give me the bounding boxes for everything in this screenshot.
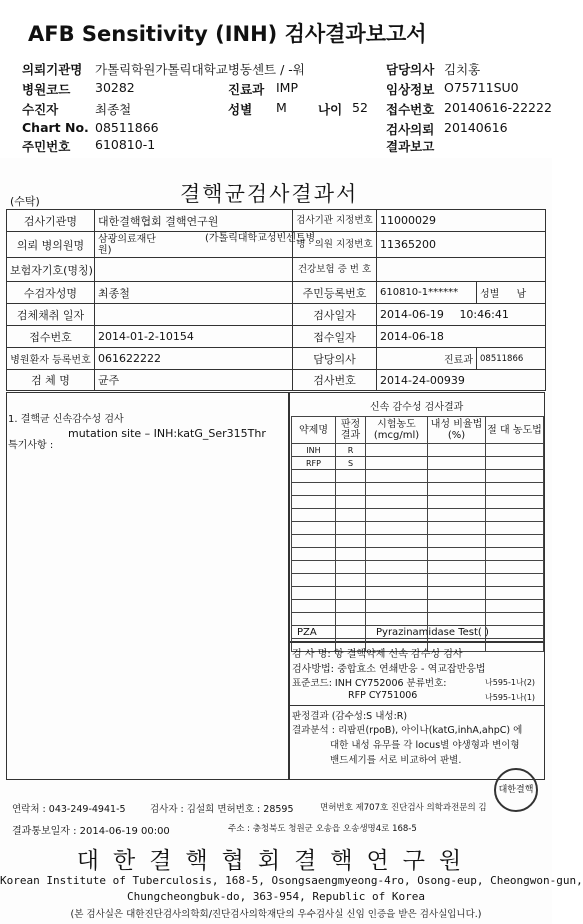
clinical-label: 임상정보: [386, 82, 435, 97]
institute-name-kr: 대한결핵협회결핵연구원: [76, 848, 476, 874]
request-date-value: 20140616: [444, 120, 508, 135]
req-hosp-cell: [95, 232, 316, 258]
pza-desc: Pyrazinamidase Test( ): [376, 627, 489, 638]
col-abs: 절 대 농도법: [486, 417, 544, 444]
receipt-no-value: 20140616-22222: [444, 100, 552, 115]
table-row: [292, 574, 544, 587]
drug-1: INH: [292, 444, 336, 457]
dept-doc-label: 진료과: [377, 348, 477, 370]
result-table: [291, 416, 544, 652]
receipt-date-value: 2014-06-18: [377, 326, 546, 348]
req-hosp-2: (가톨릭대학교성빈센트병: [205, 233, 316, 244]
table-row: [292, 496, 544, 509]
receipt-no-label: 접수번호: [386, 102, 435, 117]
receiver-label: 수진자: [22, 102, 59, 117]
patient-info-table: [6, 209, 546, 391]
source-tag: (수탁): [10, 195, 40, 208]
pza-label: PZA: [297, 627, 317, 638]
rrn-label: 주민번호: [22, 139, 71, 154]
table-row: [292, 470, 544, 483]
table-row: [292, 444, 544, 457]
phone: 연락처 : 043-249-4941-5: [12, 804, 126, 815]
special-label: 특기사항 :: [8, 440, 54, 451]
judge-1: R: [336, 444, 366, 457]
document-title: 결핵균검사결과서: [180, 182, 359, 206]
age-value: 52: [352, 100, 368, 115]
dept-doc-value: 08511866: [477, 348, 546, 370]
doctor-doc-label: 담당의사: [293, 348, 377, 370]
dept-value: IMP: [276, 80, 299, 95]
col-res: 내성 비율법(%): [428, 417, 486, 444]
table-row: [292, 561, 544, 574]
reg-label: 병원환자 등록번호: [7, 348, 95, 370]
hospital-code-label: 병원코드: [22, 82, 71, 97]
test-date-label: 검사일자: [293, 304, 377, 326]
result-report-label: 결과보고: [386, 139, 435, 154]
analysis-3: 밴드세기를 서로 비교하여 판별.: [330, 755, 462, 766]
test-no-value: 2014-24-00939: [377, 370, 546, 391]
specimen-value: 균주: [95, 370, 293, 391]
insurer-value: [95, 258, 293, 282]
org-no-label: 검사기관 지정번호: [293, 210, 377, 232]
table-row: [292, 522, 544, 535]
col-drug: 약제명: [292, 417, 336, 444]
req-hosp-label: 의뢰 병의원명: [7, 232, 95, 258]
address-en-2: Chungcheongbuk-do, 363-954, Republic of Korea: [126, 890, 425, 903]
mutation-text: mutation site – INH:katG_Ser315Thr: [68, 427, 266, 440]
hospital-code-value: 30282: [95, 80, 135, 95]
method: 검사방법: 중합효소 연쇄반응 - 역교잡반응법: [292, 664, 486, 675]
tester: 검사자 : 김설희 면허번호 : 28595: [150, 804, 294, 815]
receipt-label: 접수번호: [7, 326, 95, 348]
address-en-1: Korean Institute of Tuberculosis, 168-5, Osongsaengmyeong-4ro, Osong-eup, Cheongwon-gun,: [0, 874, 583, 887]
address: 주소 : 충청북도 청원군 오송읍 오송생명4로 168-5: [228, 824, 417, 834]
license: 면허번호 제707호 진단검사 의학과전문의 김: [320, 803, 487, 813]
method-divider: [289, 705, 545, 706]
col-judge: 판정 결과: [336, 417, 366, 444]
name-value: 최종철: [95, 282, 293, 304]
judge-2: S: [336, 457, 366, 470]
table-row: [292, 548, 544, 561]
table-row: [292, 587, 544, 600]
table-row: [292, 457, 544, 470]
doctor-label: 담당의사: [386, 62, 435, 77]
org-label: 검사기관명: [7, 210, 95, 232]
req-hosp-1: 삼광의료재단: [98, 233, 156, 245]
left-item: 1. 결핵균 신속감수성 검사: [8, 414, 124, 425]
sex-doc-cell: [477, 282, 546, 304]
result-title: 신속 감수성 검사결과: [370, 402, 464, 413]
sex-value: M: [276, 100, 287, 115]
std-code-2: RFP CY751006: [348, 690, 418, 701]
footer-note: (본 검사실은 대한진단검사의학회/진단검사의학재단의 우수검사실 신임 인증을 받은 검사실입니다.): [70, 909, 482, 920]
analysis-1: 결과분석 : 리팜핀(rpoB), 아이나(katG,inhA,ahpC) 에: [292, 725, 523, 736]
collect-label: 검체채취 일자: [7, 304, 95, 326]
col-conc: 시험농도 (mcg/ml): [366, 417, 428, 444]
chart-label: Chart No.: [22, 120, 89, 135]
table-row: [292, 613, 544, 626]
sex-label: 성별: [228, 102, 253, 117]
test-date-cell: [377, 304, 546, 326]
org-no-value: 11000029: [377, 210, 546, 232]
receiver-value: 최종철: [95, 102, 132, 117]
table-row: [292, 600, 544, 613]
collect-value: [95, 304, 293, 326]
method-name: 검 사 명: 항 결핵약제 신속 감수성 검사: [292, 649, 463, 660]
order-org-value: 가톨릭학원가톨릭대학교병동센트 / -워: [95, 62, 305, 77]
judge-note: 판정결과 (감수성:S 내성:R): [292, 711, 408, 722]
insurer-no-value: [377, 258, 546, 282]
rrn-value: 610810-1: [95, 137, 156, 152]
drug-2: RFP: [292, 457, 336, 470]
chart-value: 08511866: [95, 120, 159, 135]
table-row: [292, 535, 544, 548]
rrn-doc-value: 610810-1******: [377, 282, 477, 304]
insurer-label: 보험자기호(명칭): [7, 258, 95, 282]
sex-doc-value: 남: [516, 289, 527, 300]
test-time-value: 10:46:41: [459, 308, 509, 321]
std-code: 표준코드: INH CY752006 분류번호:: [292, 678, 447, 689]
table-row: [292, 509, 544, 522]
rrn-doc-label: 주민등록번호: [293, 282, 377, 304]
hosp-no-value: 11365200: [377, 232, 546, 258]
receipt-date-label: 접수일자: [293, 326, 377, 348]
request-date-label: 검사의뢰: [386, 122, 435, 137]
req-hosp-1b: 원): [98, 244, 112, 256]
dept-label: 진료과: [228, 82, 265, 97]
table-row: [292, 483, 544, 496]
official-seal: 대한결핵: [494, 768, 538, 812]
analysis-2: 대한 내성 유무를 각 locus별 야생형과 변이형: [330, 740, 520, 751]
reg-value: 061622222: [95, 348, 293, 370]
specimen-label: 검 체 명: [7, 370, 95, 391]
hosp-no-label: 병 · 의원 지정번호: [293, 232, 377, 258]
std-class-2: 나595-1나(1): [485, 693, 536, 702]
receipt-value: 2014-01-2-10154: [95, 326, 293, 348]
name-label: 수검자성명: [7, 282, 95, 304]
insurer-no-label: 건강보험 증 번 호: [293, 258, 377, 282]
age-label: 나이: [318, 102, 343, 117]
clinical-value: O75711SU0: [444, 80, 519, 95]
report-title: AFB Sensitivity (INH) 검사결과보고서: [28, 22, 427, 46]
test-date-value: 2014-06-19: [380, 308, 444, 321]
sex-doc-label: 성별: [480, 289, 500, 300]
test-no-label: 검사번호: [293, 370, 377, 391]
doctor-value: 김치홍: [444, 62, 481, 77]
order-org-label: 의뢰기관명: [22, 62, 83, 77]
report-date: 결과통보일자 : 2014-06-19 00:00: [12, 826, 170, 837]
std-class-1: 나595-1나(2): [485, 678, 536, 687]
org-value: 대한결핵협회 결핵연구원: [95, 210, 293, 232]
